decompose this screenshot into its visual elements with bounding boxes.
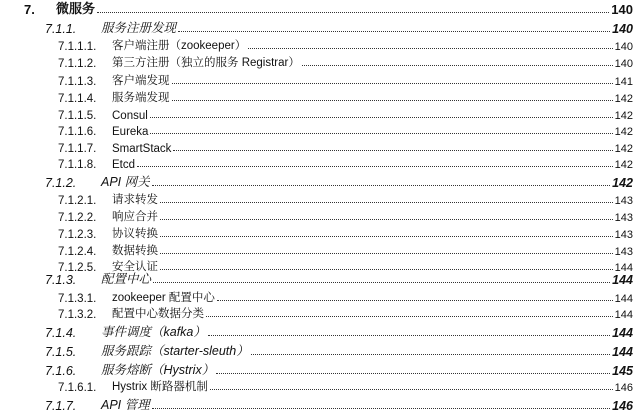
toc-entry[interactable]	[0, 106, 640, 122]
toc-entry[interactable]	[0, 341, 640, 359]
toc-entry-title[interactable]: 服务跟踪（starter-sleuth）	[101, 344, 249, 358]
toc-entry-title[interactable]: zookeeper 配置中心	[112, 292, 215, 304]
dot-leader	[210, 388, 613, 390]
toc-entry[interactable]	[0, 54, 640, 70]
dot-leader	[302, 64, 613, 66]
toc-entry[interactable]	[0, 37, 640, 53]
toc-entry-number: 7.1.4.	[45, 326, 77, 340]
toc-entry-page: 143	[614, 229, 633, 241]
toc-entry-number: 7.1.5.	[45, 345, 77, 359]
toc-entry-page: 144	[612, 273, 633, 287]
toc-entry-title[interactable]: 配置中心数据分类	[112, 308, 204, 320]
dot-leader	[216, 372, 610, 374]
dot-leader	[97, 11, 609, 13]
toc-entry[interactable]	[0, 242, 640, 258]
toc-entry-number: 7.1.1.8.	[58, 159, 97, 171]
toc-entry-page: 142	[612, 176, 633, 190]
toc-entry-title[interactable]: 事件调度（kafka）	[101, 325, 206, 339]
toc-entry-number: 7.1.3.	[45, 273, 77, 287]
toc-entry[interactable]	[0, 378, 640, 394]
toc-entry-number: 7.1.2.3.	[58, 229, 97, 241]
toc-entry-number: 7.1.1.7.	[58, 143, 97, 155]
toc-entry[interactable]	[0, 191, 640, 207]
toc-entry-page: 142	[614, 159, 633, 171]
toc-entry-page: 144	[612, 345, 633, 359]
toc-entry[interactable]	[0, 0, 640, 17]
toc-entry-page: 140	[612, 22, 633, 36]
toc-entry-title[interactable]: 客户端注册（zookeeper）	[112, 40, 247, 52]
toc-entry-number: 7.1.2.4.	[58, 246, 97, 258]
dot-leader	[206, 315, 613, 317]
toc-entry-number: 7.1.2.2.	[58, 212, 97, 224]
toc-entry-number: 7.1.7.	[45, 399, 77, 413]
toc-entry-title[interactable]: 第三方注册（独立的服务 Registrar）	[112, 57, 300, 69]
toc-entry-number: 7.	[24, 2, 35, 17]
dot-leader	[160, 235, 613, 237]
toc-entry-page: 143	[614, 195, 633, 207]
dot-leader	[173, 149, 612, 151]
toc-entry-page: 140	[614, 58, 633, 70]
toc-entry-title[interactable]: Etcd	[112, 159, 136, 171]
toc-entry[interactable]	[0, 18, 640, 36]
toc-entry[interactable]	[0, 89, 640, 105]
toc-entry-title[interactable]: 服务端发现	[112, 92, 170, 104]
toc-entry[interactable]	[0, 172, 640, 190]
toc-entry[interactable]	[0, 155, 640, 171]
dot-leader	[152, 407, 611, 409]
toc-entry-page: 140	[614, 41, 633, 53]
toc-entry-number: 7.1.2.5.	[58, 262, 97, 274]
toc-entry-page: 142	[614, 126, 633, 138]
toc-entry-page: 143	[614, 246, 633, 258]
dot-leader	[137, 165, 613, 167]
toc-entry-number: 7.1.1.5.	[58, 110, 97, 122]
toc-entry-page: 143	[614, 212, 633, 224]
toc-entry[interactable]	[0, 269, 640, 287]
toc-entry-page: 142	[614, 110, 633, 122]
toc-entry[interactable]	[0, 139, 640, 155]
toc-entry-number: 7.1.2.	[45, 176, 77, 190]
toc-entry-title[interactable]: 服务注册发现	[101, 21, 177, 35]
toc-entry-page: 144	[614, 262, 633, 274]
toc-entry-page: 142	[614, 143, 633, 155]
toc-entry[interactable]	[0, 360, 640, 378]
toc-entry[interactable]	[0, 289, 640, 305]
toc-entry-number: 7.1.3.1.	[58, 293, 97, 305]
dot-leader	[160, 218, 613, 220]
toc-entry-title[interactable]: SmartStack	[112, 143, 172, 155]
toc-entry-number: 7.1.1.4.	[58, 93, 97, 105]
dot-leader	[251, 353, 610, 355]
toc-entry[interactable]	[0, 305, 640, 321]
dot-leader	[248, 47, 612, 49]
toc-entry-title[interactable]: 请求转发	[112, 194, 158, 206]
dot-leader	[160, 252, 613, 254]
toc-entry-number: 7.1.2.1.	[58, 195, 97, 207]
toc-entry-title[interactable]: 响应合并	[112, 211, 158, 223]
toc-entry-title[interactable]: 服务熔断（Hystrix）	[101, 363, 215, 377]
toc-entry[interactable]	[0, 225, 640, 241]
toc-entry-number: 7.1.1.3.	[58, 76, 97, 88]
toc-entry-title[interactable]: Hystrix 断路器机制	[112, 381, 208, 393]
toc-entry-title[interactable]: API 网关	[101, 175, 150, 189]
toc-entry-number: 7.1.1.6.	[58, 126, 97, 138]
toc-entry-number: 7.1.6.1.	[58, 382, 97, 394]
toc-entry[interactable]	[0, 122, 640, 138]
dot-leader	[153, 281, 610, 283]
toc-entry-title[interactable]: 客户端发现	[112, 75, 170, 87]
dot-leader	[172, 82, 613, 84]
dot-leader	[152, 184, 611, 186]
toc-entry-title[interactable]: Consul	[112, 110, 148, 122]
toc-entry-page: 144	[614, 293, 633, 305]
toc-entry-title[interactable]: API 管理	[101, 398, 150, 412]
toc-entry-page: 144	[612, 326, 633, 340]
toc-entry-page: 146	[614, 382, 633, 394]
toc-entry-title[interactable]: 协议转换	[112, 228, 158, 240]
dot-leader	[208, 334, 610, 336]
toc-entry-number: 7.1.3.2.	[58, 309, 97, 321]
toc-entry-page: 145	[612, 364, 633, 378]
dot-leader	[178, 30, 610, 32]
dot-leader	[150, 116, 613, 118]
toc-entry-number: 7.1.6.	[45, 364, 77, 378]
toc-entry-number: 7.1.1.1.	[58, 41, 97, 53]
toc-entry-number: 7.1.1.2.	[58, 58, 97, 70]
toc-entry[interactable]	[0, 72, 640, 88]
toc-entry-title[interactable]: 微服务	[56, 1, 96, 16]
toc-entry-page: 142	[614, 93, 633, 105]
toc-entry-title[interactable]: 安全认证	[112, 261, 158, 273]
toc-entry[interactable]	[0, 395, 640, 413]
toc-entry-title[interactable]: Eureka	[112, 126, 149, 138]
toc-entry-number: 7.1.1.	[45, 22, 77, 36]
toc-entry-title[interactable]: 配置中心	[101, 272, 152, 286]
dot-leader	[172, 99, 613, 101]
toc-entry[interactable]	[0, 322, 640, 340]
dot-leader	[160, 201, 613, 203]
toc-entry-page: 144	[614, 309, 633, 321]
toc-entry-page: 140	[611, 2, 633, 17]
dot-leader	[217, 299, 613, 301]
dot-leader	[150, 132, 612, 134]
toc-entry[interactable]	[0, 208, 640, 224]
toc-entry-page: 141	[614, 76, 633, 88]
toc-entry-page: 146	[612, 399, 633, 413]
toc-entry-title[interactable]: 数据转换	[112, 245, 158, 257]
